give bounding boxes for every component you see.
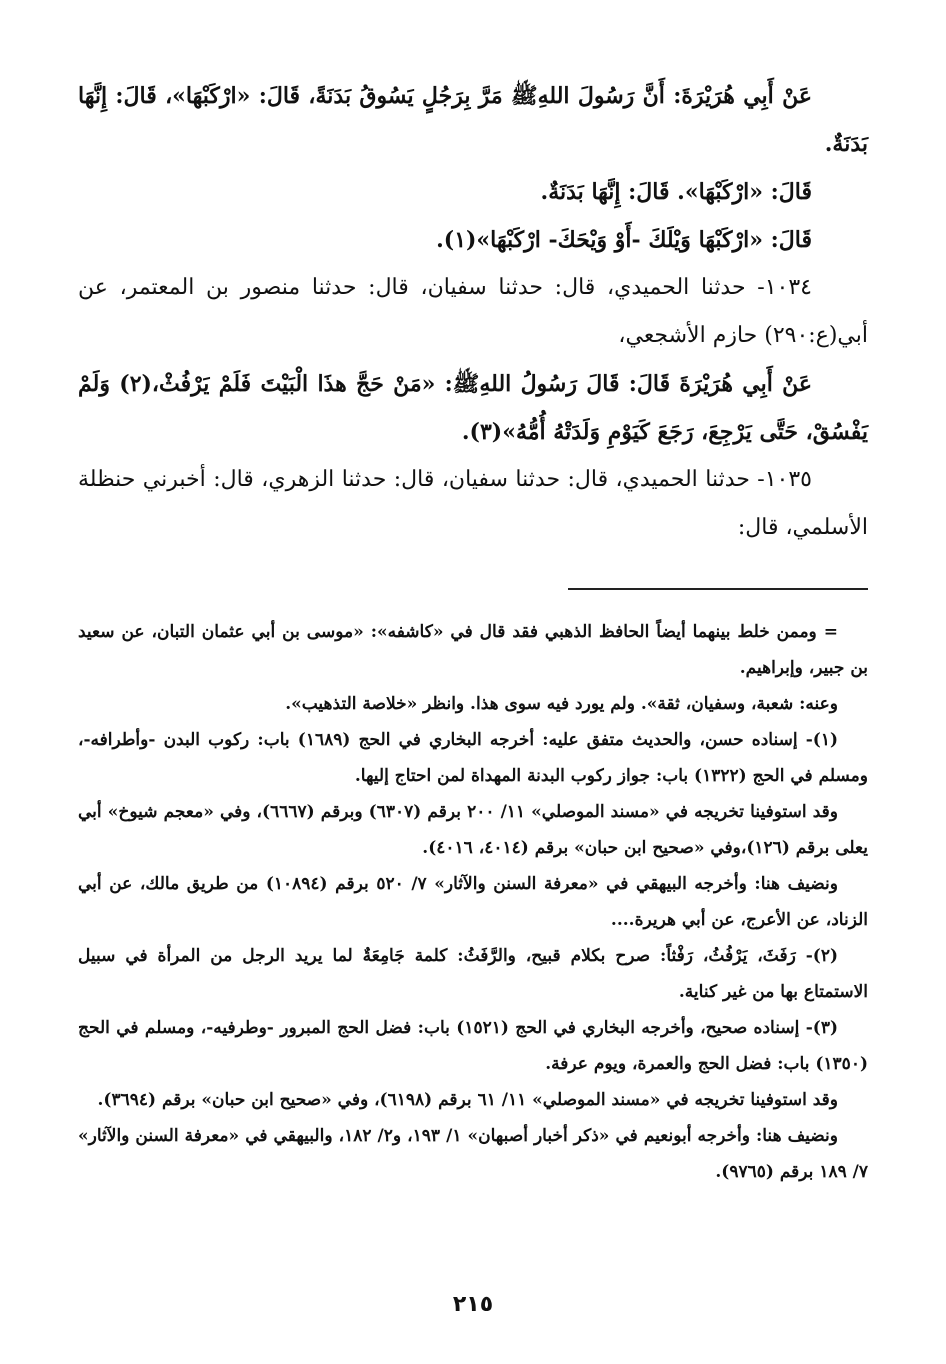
isnad-1034: ١٠٣٤- حدثنا الحميدي، قال: حدثنا سفيان، قال: حدثنا منصور بن المعتمر، عن أبي(ع:٢٩٠) حازم الأشجعي، bbox=[78, 275, 868, 348]
footnote-1: (١)- إسناده حسن، والحديث متفق عليه: أخرجه البخاري في الحج (١٦٨٩) باب: ركوب البدن -وأطرافه-، ومسلم في الحج (١٣٢٢) باب: جواز ركوب البدنة المهداة لمن احتاج إليها. bbox=[78, 730, 868, 786]
footnotes bbox=[78, 614, 868, 1190]
document-page bbox=[78, 72, 868, 1190]
footnote-continuation-2: وعنه: شعبة، وسفيان، ثقة». ولم يورد فيه سوى هذا. وانظر «خلاصة التذهيب». bbox=[285, 694, 838, 714]
hadith-paragraph-1034: عَنْ أَبِي هُرَيْرَةَ قَالَ: قَالَ رَسُولُ اللهِﷺ: «مَنْ حَجَّ هذَا الْبَيْتَ فَلَمْ يَرْفُثْ،(٢) وَلَمْ يَفْسُقْ، حَتَّى يَرْجِعَ، رَجَعَ كَيَوْمِ وَلَدَتْهُ أُمُّهُ»(٣). bbox=[78, 371, 868, 445]
footnote-3: (٣)- إسناده صحيح، وأخرجه البخاري في الحج (١٥٢١) باب: فضل الحج المبرور -وطرفيه-، ومسلم في الحج (١٣٥٠) باب: فضل الحج والعمرة، ويوم عرفة. bbox=[78, 1018, 868, 1074]
hadith-line-3: قَالَ: «ارْكَبْهَا وَيْلَكَ -أَوْ وَيْحَكَ- ارْكَبْهَا»(١). bbox=[436, 227, 812, 253]
isnad-1035: ١٠٣٥- حدثنا الحميدي، قال: حدثنا سفيان، قال: حدثنا الزهري، قال: أخبرني حنظلة الأسلمي، قال: bbox=[78, 467, 868, 540]
footnote-1-extra-2: ونضيف هنا: وأخرجه البيهقي في «معرفة السنن والآثار» ٧/ ٥٢٠ برقم (١٠٨٩٤) من طريق مالك، عن أبي الزناد، عن الأعرج، عن أبي هريرة.... bbox=[78, 874, 868, 930]
footnote-1-extra: وقد استوفينا تخريجه في «مسند الموصلي» ١١/ ٢٠٠ برقم (٦٣٠٧) وبرقم (٦٦٦٧)، وفي «معجم شيوخ» أبي يعلى برقم (١٢٦)،وفي «صحيح ابن حبان» برقم (٤٠١٤، ٤٠١٦). bbox=[78, 802, 868, 858]
footnote-divider bbox=[568, 588, 868, 590]
hadith-line-2: قَالَ: «ارْكَبْهَا». قَالَ: إِنَّهَا بَدَنَةٌ. bbox=[540, 179, 812, 205]
footnote-2: (٢)- رَفَثَ، يَرْفُثُ، رَفْثاً: صرح بكلام قبيح، والرَّفَثُ: كلمة جَامِعَةٌ لما يريد الرجل من المرأة في سبيل الاستمتاع بها من غير كناية. bbox=[78, 946, 868, 1002]
footnote-3-extra: وقد استوفينا تخريجه في «مسند الموصلي» ١١/ ٦١ برقم (٦١٩٨)، وفي «صحيح ابن حبان» برقم (٣٦٩٤). bbox=[97, 1090, 838, 1110]
hadith-paragraph-1: عَنْ أَبِي هُرَيْرَةَ: أَنَّ رَسُولَ اللهِﷺ مَرَّ بِرَجُلٍ يَسُوقُ بَدَنَةً، قَالَ: «ارْكَبْهَا»، قَالَ: إِنَّهَا بَدَنَةٌ. bbox=[78, 83, 868, 157]
footnote-continuation: = وممن خلط بينهما أيضاً الحافظ الذهبي فقد قال في «كاشفه»: «موسى بن أبي عثمان التبان، عن سعيد بن جبير، وإبراهيم. bbox=[78, 622, 868, 678]
footnote-3-extra-2: ونضيف هنا: وأخرجه أبونعيم في «ذكر أخبار أصبهان» ١/ ١٩٣، و٢/ ١٨٢، والبيهقي في «معرفة السنن والآثار» ٧/ ١٨٩ برقم (٩٧٦٥). bbox=[78, 1126, 868, 1182]
main-text bbox=[78, 72, 868, 552]
page-number: ٢١٥ bbox=[452, 1292, 494, 1317]
